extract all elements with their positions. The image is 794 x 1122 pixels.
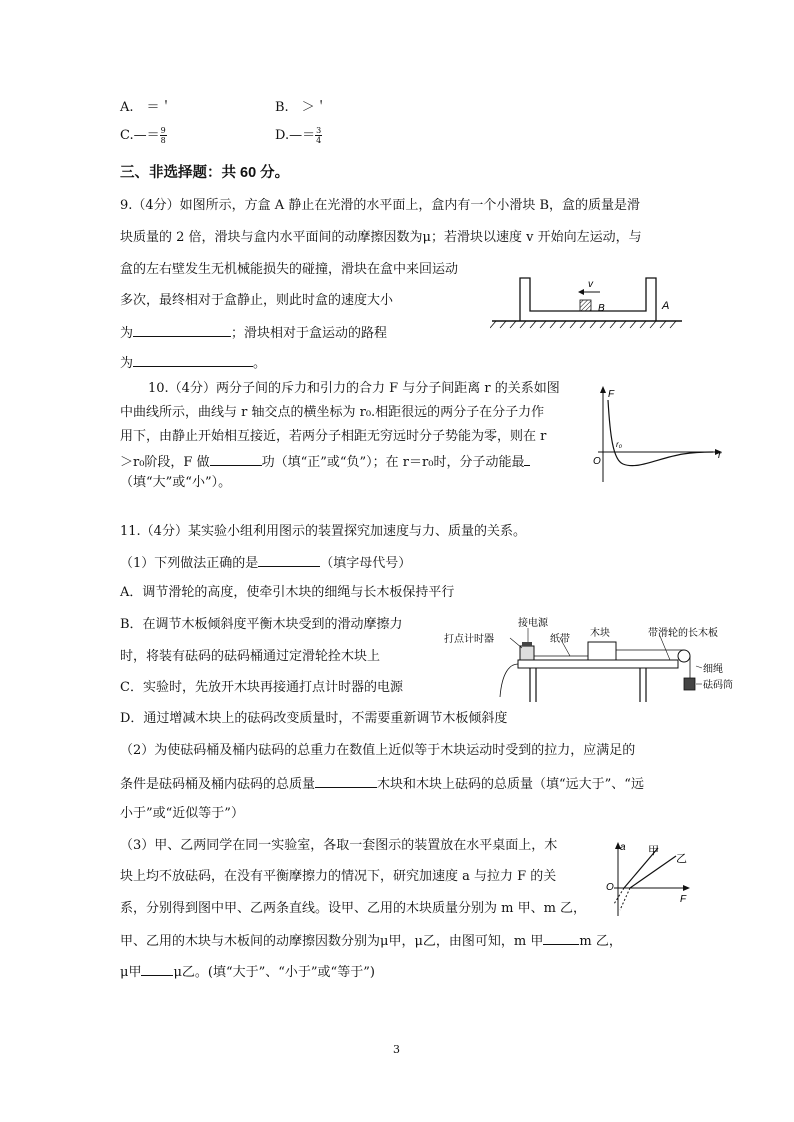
label-power: 接电源 [518,618,548,629]
option-d-fraction: $\frac{3}{4}$ [316,126,322,145]
r-axis-label: r [718,450,722,461]
q11-part3-line-3: 系，分别得到图中甲、乙两条直线。设甲、乙用的木块质量分别为 m 甲、m 乙， [120,901,587,916]
block-b-label: B [598,303,605,314]
q10-line-2: 中曲线所示，曲线与 r 轴交点的横坐标为 r₀.相距很远的两分子在分子力作 [120,405,545,420]
q10-answer-blank-2[interactable] [524,451,530,466]
box-a-label: A [662,300,670,312]
option-a: A. ＝＇ [120,100,173,115]
q9-line-6: 为 。 [120,352,266,374]
q11-part3-line-2: 块上均不放砝码，在没有平衡摩擦力的情况下，研究加速度 a 与拉力 F 的关 [120,869,557,884]
q10-line-4: ＞r₀阶段，F 做 功（填“正”或“负”）；在 r＝r₀时，分子动能最 [120,451,530,473]
q9-line-1: 9.（4分）如图所示，方盒 A 静止在光滑的水平面上，盒内有一个小滑块 B，盒的质量是滑 [120,198,641,213]
f-axis-label: F [608,389,615,400]
q11-apparatus-figure [440,612,770,704]
long-board [518,660,678,668]
label-jia: 甲 [648,845,659,857]
label-tape: 纸带 [550,634,570,645]
origin-label: O [593,456,601,467]
q9-answer-blank-1[interactable] [133,322,231,337]
option-d-label: D. [275,128,290,143]
q11-part3-line-5: μ甲 μ乙。(填“大于”、“小于”或“等于”) [120,961,375,983]
q11-option-a: A．调节滑轮的高度，使牵引木块的细绳与长木板保持平行 [120,585,455,600]
q11-option-b-line-1: B．在调节木板倾斜度平衡木块受到的滑动摩擦力 [120,617,403,632]
label-block: 木块 [590,628,610,639]
q11-part2-line-2: 条件是砝码桶及桶内砝码的总质量 木块和木块上砝码的总质量（填“远大于”、“远 [120,773,644,795]
q9-answer-blank-2[interactable] [133,352,253,367]
q11-af-graph [600,834,700,918]
label-bucket: 砝码筒 [703,680,733,691]
q11-part2-line-1: （2）为使砝码桶及桶内砝码的总重力在数值上近似等于木块运动时受到的拉力，应满足的 [120,743,636,758]
r0-label: r₀ [616,440,623,449]
force-curve [608,400,713,466]
page-number: 3 [393,1043,400,1056]
ground [490,321,682,328]
q10-line-1: 10.（4分）两分子间的斥力和引力的合力 F 与分子间距离 r 的关系如图 [148,381,560,396]
label-yi: 乙 [676,853,687,865]
q10-line-5: （填“大”或“小”）。 [120,475,232,490]
block [588,642,616,660]
weight-bucket [684,678,695,690]
q10-line-3: 用下，由静止开始相互接近，若两分子相距无穷远时分子势能为零，则在 r [120,429,547,444]
option-d: D.—＝ $\frac{3}{4}$ [275,126,322,145]
label-board: 带滑轮的长木板 [648,628,718,639]
q11-option-d: D．通过增减木块上的砝码改变质量时，不需要重新调节木板倾斜度 [120,711,508,726]
q11-answer-blank-3[interactable] [543,930,579,945]
q9-line-4: 多次，最终相对于盒静止，则此时盒的速度大小 [120,293,394,308]
f-axis-label-2: F [680,894,687,905]
option-c-fraction: $\frac{9}{8}$ [160,126,166,145]
a-axis-label: a [620,842,626,853]
q11-part3-line-1: （3）甲、乙两同学在同一实验室，各取一套图示的装置放在水平桌面上，木 [120,838,558,853]
label-timer: 打点计时器 [444,634,494,645]
slider-block-b [580,300,591,311]
q10-answer-blank-1[interactable] [210,451,262,466]
q11-part2-line-3: 小于”或“近似等于”） [120,806,244,821]
option-c-label: C. [120,128,134,143]
q11-option-c: C．实验时，先放开木块再接通打点计时器的电源 [120,680,403,695]
q11-answer-blank-2[interactable] [315,773,377,788]
q11-option-b-line-2: 时，将装有砝码的砝码桶通过定滑轮拴木块上 [120,649,381,664]
q11-answer-blank-4[interactable] [141,961,173,976]
timer-device [520,646,534,660]
q9-box-figure [490,270,690,332]
velocity-label: v [588,279,593,290]
label-rope: 细绳 [703,664,723,675]
q9-line-5: 为 ；滑块相对于盒运动的路程 [120,322,387,344]
q11-line-0: 11.（4分）某实验小组利用图示的装置探究加速度与力、质量的关系。 [120,524,526,539]
q11-part3-line-4: 甲、乙用的木块与木板间的动摩擦因数分别为μ甲，μ乙，由图可知，m 甲 m 乙， [120,930,622,952]
q9-line-2: 块质量的 2 倍，滑块与盒内水平面间的动摩擦因数为μ；若滑块以速度 v 开始向左运动，与 [120,230,642,245]
pulley [678,650,690,662]
section-3-title: 三、非选择题：共 60 分。 [120,165,290,181]
q9-line-3: 盒的左右壁发生无机械能损失的碰撞，滑块在盒中来回运动 [120,262,459,277]
origin-label-2: O [606,882,614,893]
q11-answer-blank-1[interactable] [258,552,320,567]
q10-force-graph [588,380,728,488]
option-c: C.—＝ $\frac{9}{8}$ [120,126,166,145]
q11-part1: （1）下列做法正确的是 （填字母代号） [120,552,411,574]
option-b: B. ＞＇ [275,100,328,115]
